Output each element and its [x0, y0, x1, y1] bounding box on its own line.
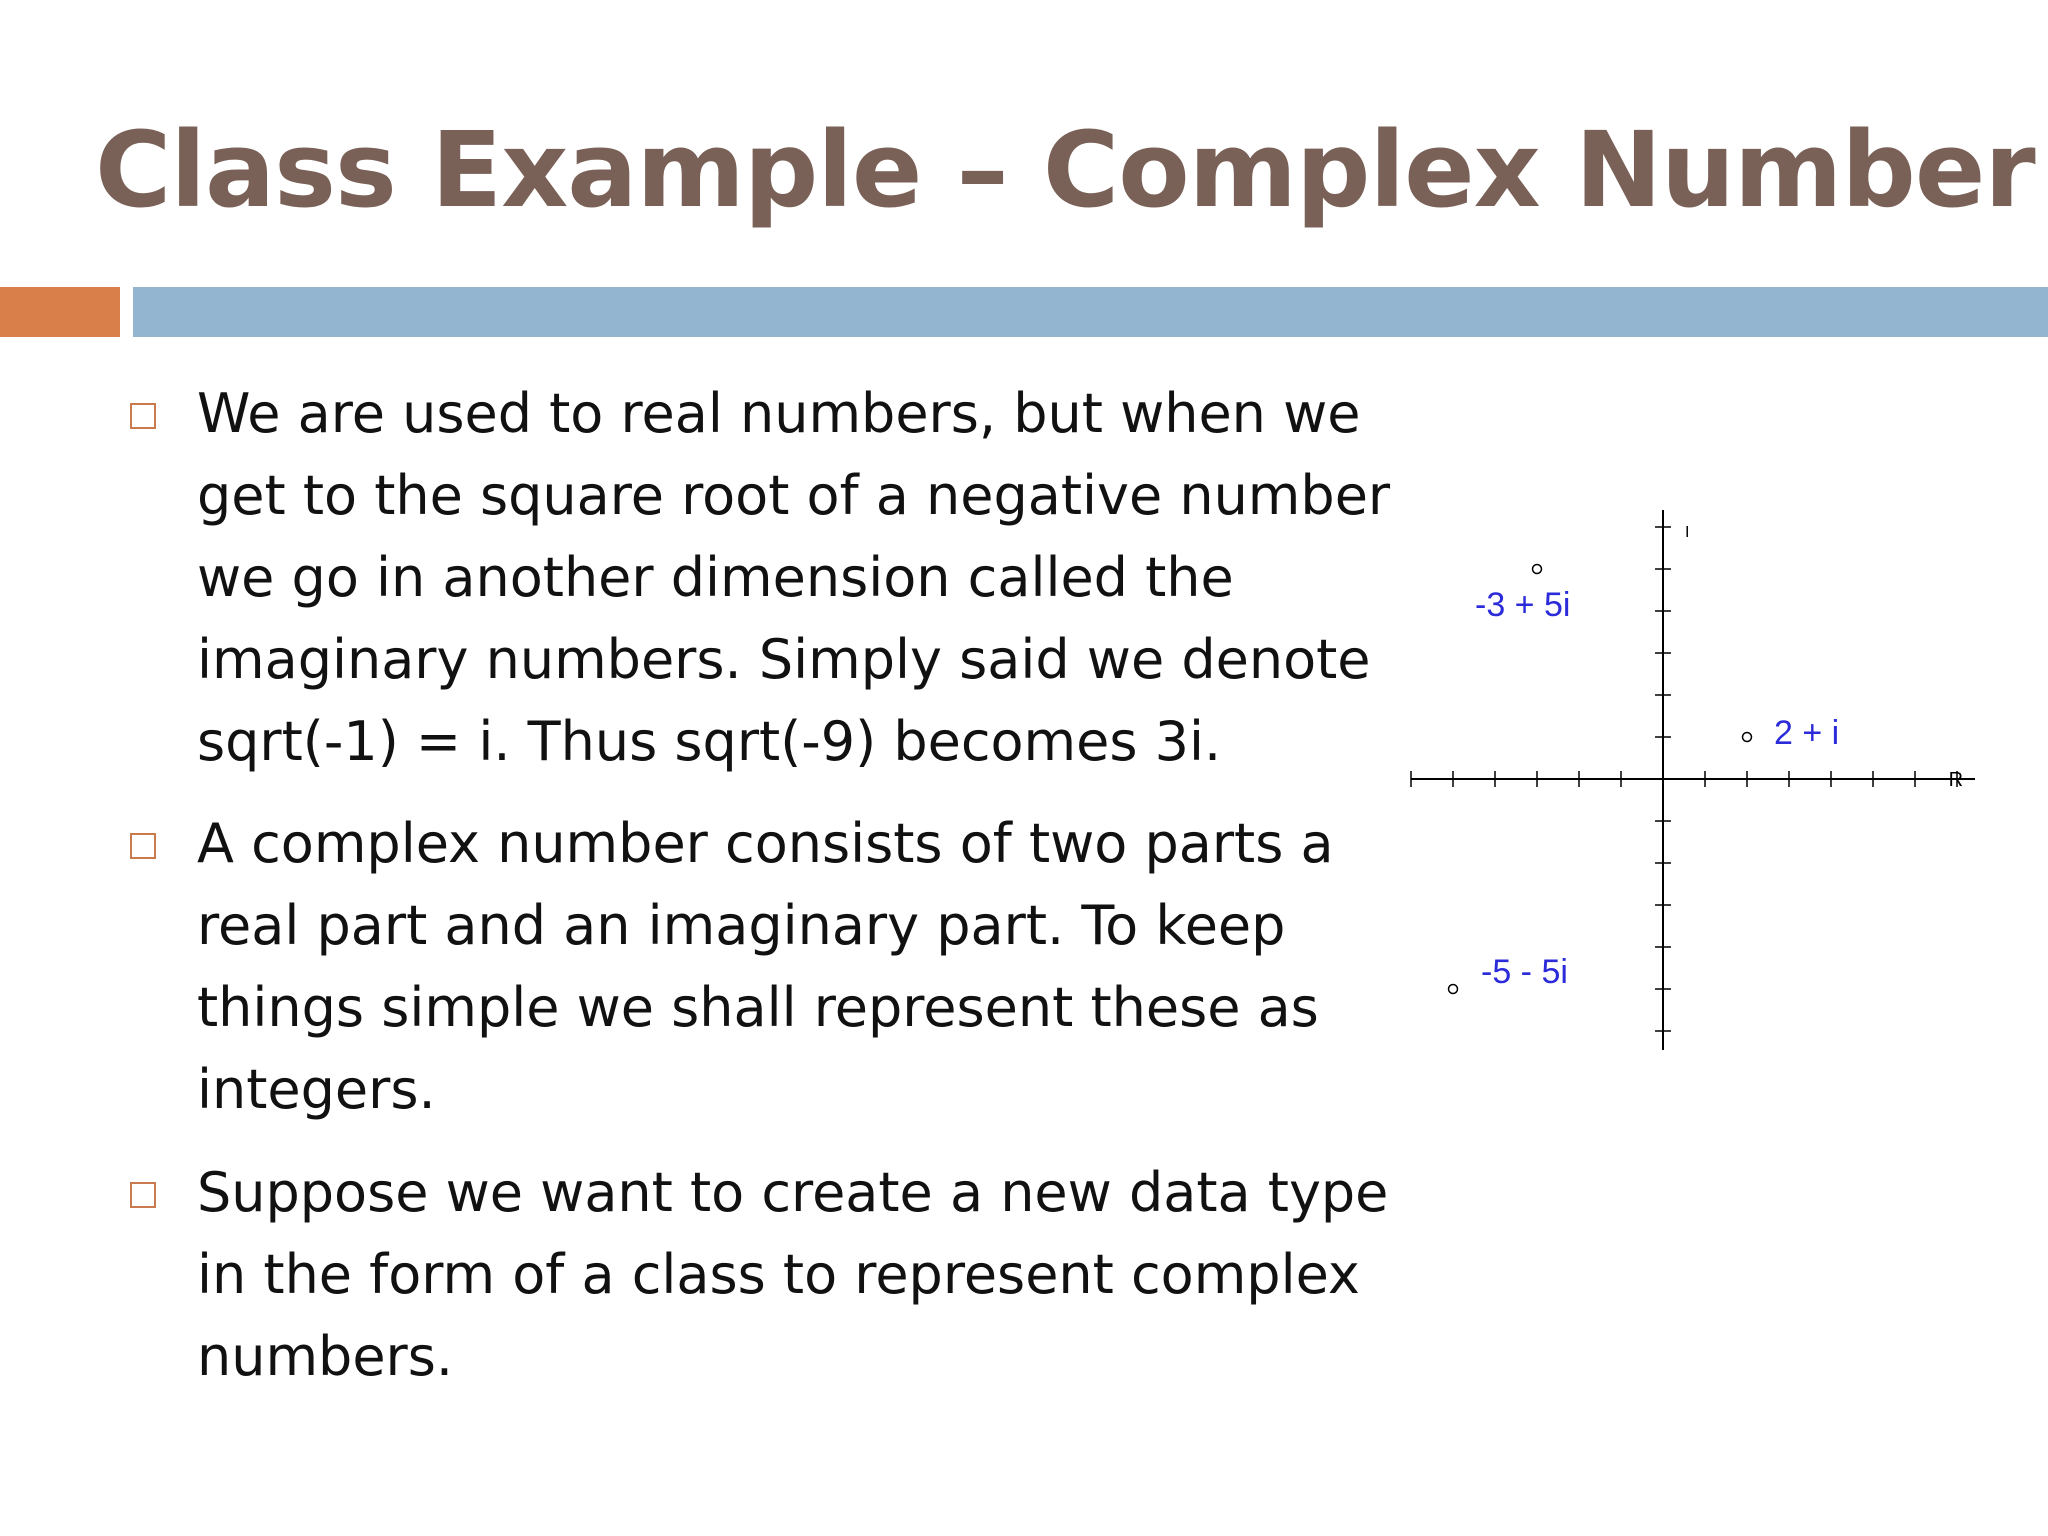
- complex-point: [1475, 565, 1570, 625]
- bullet-text: A complex number consists of two parts a real part and an imaginary part. To keep things simple we shall represent these as integers.: [197, 812, 1334, 1121]
- point-marker: [1533, 565, 1542, 574]
- point-marker: [1449, 985, 1458, 994]
- bullet-text: We are used to real numbers, but when we get to the square root of a negative number we go in another dimension called the imaginary numbers. Simply said we denote sqrt(-1) = i. Thus sqrt(-9) becomes 3i.: [197, 382, 1391, 773]
- complex-plane-diagram: [1400, 500, 1990, 1060]
- point-label: -3 + 5i: [1475, 586, 1571, 624]
- imaginary-axis-label: I: [1685, 524, 1690, 541]
- square-bullet-icon: [130, 833, 156, 859]
- title-divider-bar: [133, 287, 2048, 337]
- complex-point: [1449, 953, 1568, 994]
- point-marker: [1743, 733, 1752, 742]
- title-accent-bar: [0, 287, 120, 337]
- complex-point: [1743, 714, 1840, 752]
- square-bullet-icon: [130, 1182, 156, 1208]
- real-axis-label: R: [1948, 769, 1964, 791]
- slide-title: Class Example – Complex Number: [95, 109, 2035, 231]
- point-label: 2 + i: [1774, 714, 1840, 752]
- bullet-text: Suppose we want to create a new data type in the form of a class to represent complex numbers.: [197, 1161, 1389, 1388]
- square-bullet-icon: [130, 403, 156, 429]
- point-label: -5 - 5i: [1481, 953, 1568, 991]
